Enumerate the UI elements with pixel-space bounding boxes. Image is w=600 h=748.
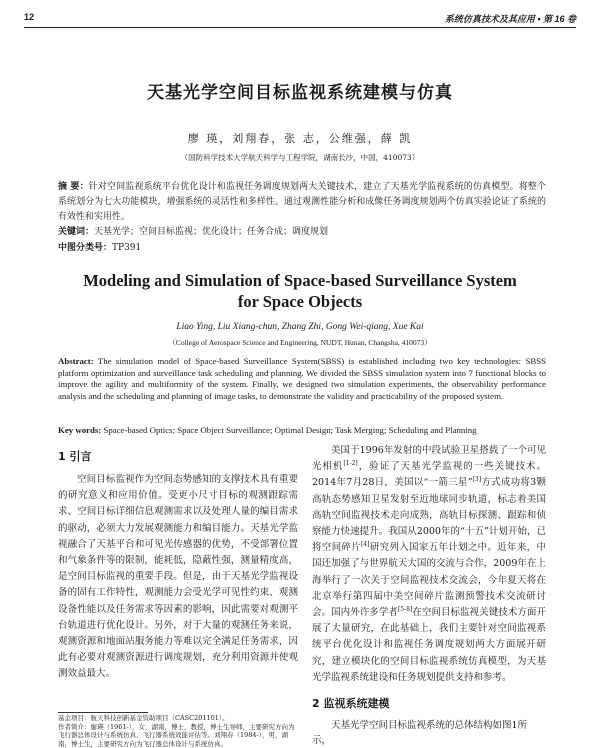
chinese-abstract-text: 针对空间监视系统平台优化设计和监视任务调度规划两大关键技术，建立了天基光学监视系统的仿真模型。将整个系统划分为七大功能模块，增强系统的灵活性和多样性。通过观测性能分析和成像任务调度规划两个仿真实验论证了系统的有效性和实用性。 xyxy=(58,182,546,222)
classification-label: 中图分类号： xyxy=(58,243,112,253)
section-2-heading: 2 监视系统建模 xyxy=(312,695,546,711)
english-authors: Liao Ying, Liu Xiang-chun, Zhang Zhi, Gong Wei-qiang, Xue Kai xyxy=(0,322,600,332)
footnote xyxy=(58,714,298,748)
chinese-keywords-label: 关键词： xyxy=(58,227,94,237)
section-1-paragraph: 空间目标监视作为空间态势感知的支撑技术具有重要的研究意义和应用价值。受更小尺寸目标的观测跟踪需求、空间目标详细信息观测需求以及处理人量的编目需求的驱动，必须大力发展观测能力和编目能力。天基光学监视融合了天基平台和可见光传感器的优势，不受部署位置和气象条件等的限制，能耗低，隐蔽性强，测量精度高，是空间目标监视的重要手段。但是，由于天基光学监视设备的固有工作特性，观测能力会受光学可见性约束、观测设备性能以及任务需求等因素的影响，因此需要对观测平台轨道进行优化设计。另外，对于大量的观测任务来说，观测资源和地面站服务能力等难以完全满足任务需求，因此有必要对观测资源进行调度规划，充分利用资源并使观测效益最大。 xyxy=(58,472,298,683)
citation: [3] xyxy=(473,476,482,483)
english-title xyxy=(30,270,570,312)
english-abstract xyxy=(58,356,546,402)
english-abstract-label: Abstract: xyxy=(58,356,94,366)
english-keywords xyxy=(58,425,546,437)
para-segment: 在空间目标监视关键技术方面开展了大量研究，在此基础上，我们主要针对空间监视系统平台优化设计和监视任务调度规划两大方面展开研究，建立模块化的空间目标监视系统仿真模型，为天基光学监视系统建设和任务规划提供支持和参考。 xyxy=(312,607,546,683)
footnote-funding: 基金项目：航天科技创新基金资助项目（CASC201101）。 xyxy=(58,714,298,723)
para-segment: 方式成功将3颗高轨态势感知卫星发射至近地球同步轨道，标志着美国高轨空间监视技术走向成熟，高轨目标探测、跟踪和侦察能力快速提升。我国从2000年的“十五”计划开始，已将空间碎片 xyxy=(312,477,546,553)
english-title-line1: Modeling and Simulation of Space-based Surveillance System xyxy=(30,270,570,291)
citation: [4] xyxy=(361,541,370,548)
english-keywords-text: Space-based Optics; Space Object Surveillance; Optimal Design; Task Merging; Scheduling and Planning xyxy=(103,425,476,435)
section-2-paragraph: 天基光学空间目标监视系统的总体结构如图1所示， xyxy=(312,718,546,748)
english-affiliation: （College of Aerospace Science and Engineering, NUDT, Hunan, Changsha, 410073） xyxy=(0,337,600,348)
chinese-affiliation: （国防科学技术大学航天科学与工程学院，湖南长沙，中国，410073） xyxy=(0,152,600,163)
citation: [1-2] xyxy=(343,460,357,467)
chinese-abstract xyxy=(58,180,546,225)
classification-number xyxy=(58,241,546,255)
para-segment: 美国于1996年发射的中段试验卫星搭载了一个可见光相机 xyxy=(312,445,546,472)
english-abstract-text: The simulation model of Space-based Surveillance System(SBSS) is established including two key technologies: SBSS platform optimization and surveillance task scheduling and planning. We divided the SBSS simulation system into 7 functional blocks to improve the agility and multiformity of the system. Finally, we designed two simulation experiments, the observability performance analysis and the scheduling and planning of image tasks, to demonstrate the validity and practicability of the proposed system. xyxy=(58,356,546,401)
english-title-line2: for Space Objects xyxy=(30,291,570,312)
chinese-abstract-label: 摘 要： xyxy=(58,182,89,192)
english-keywords-label: Key words: xyxy=(58,425,101,435)
para-segment: ，验证了天基光学监视的一些关键技术。2014年7月28日，美国以“一箭三星” xyxy=(312,461,546,488)
chinese-authors: 廖 瑛，刘翔春，张 志，公维强，薛 凯 xyxy=(0,130,600,146)
right-column xyxy=(312,443,546,686)
page-number: 12 xyxy=(24,12,34,22)
running-header xyxy=(24,12,576,28)
para-segment: 研究列入国家五年计划之中。近年来，中国还加强了与世界航天大国的交流与合作，2009年在上海举行了一次关于空间监视技术交流会，今年夏天将在北京举行第四届中美空间碎片监测预警技术交流研讨会。国内外许多学者 xyxy=(312,542,546,618)
chinese-keywords xyxy=(58,225,546,239)
chinese-keywords-text: 天基光学；空间目标监视；优化设计；任务合成；调度规划 xyxy=(94,227,328,237)
left-column xyxy=(58,448,298,683)
right-column-paragraph xyxy=(312,443,546,686)
footnote-divider xyxy=(58,712,148,713)
classification-value: TP391 xyxy=(112,243,141,253)
section-1-heading: 1 引言 xyxy=(58,448,298,466)
journal-name: 系统仿真技术及其应用 • 第 16 卷 xyxy=(445,12,576,25)
footnote-author-bio: 作者简介：廖瑛（1961-），女，湖南，博士，教授，博士生导师，主要研究方向为飞行器总体设计与系统仿真、飞行器系统效能评估等。刘翔春（1984-），男，湖南，博士生，主要研究方向为飞行器总体设计与系统仿真。 xyxy=(58,723,298,748)
citation: [5-8] xyxy=(398,606,412,613)
chinese-title: 天基光学空间目标监视系统建模与仿真 xyxy=(0,78,600,103)
